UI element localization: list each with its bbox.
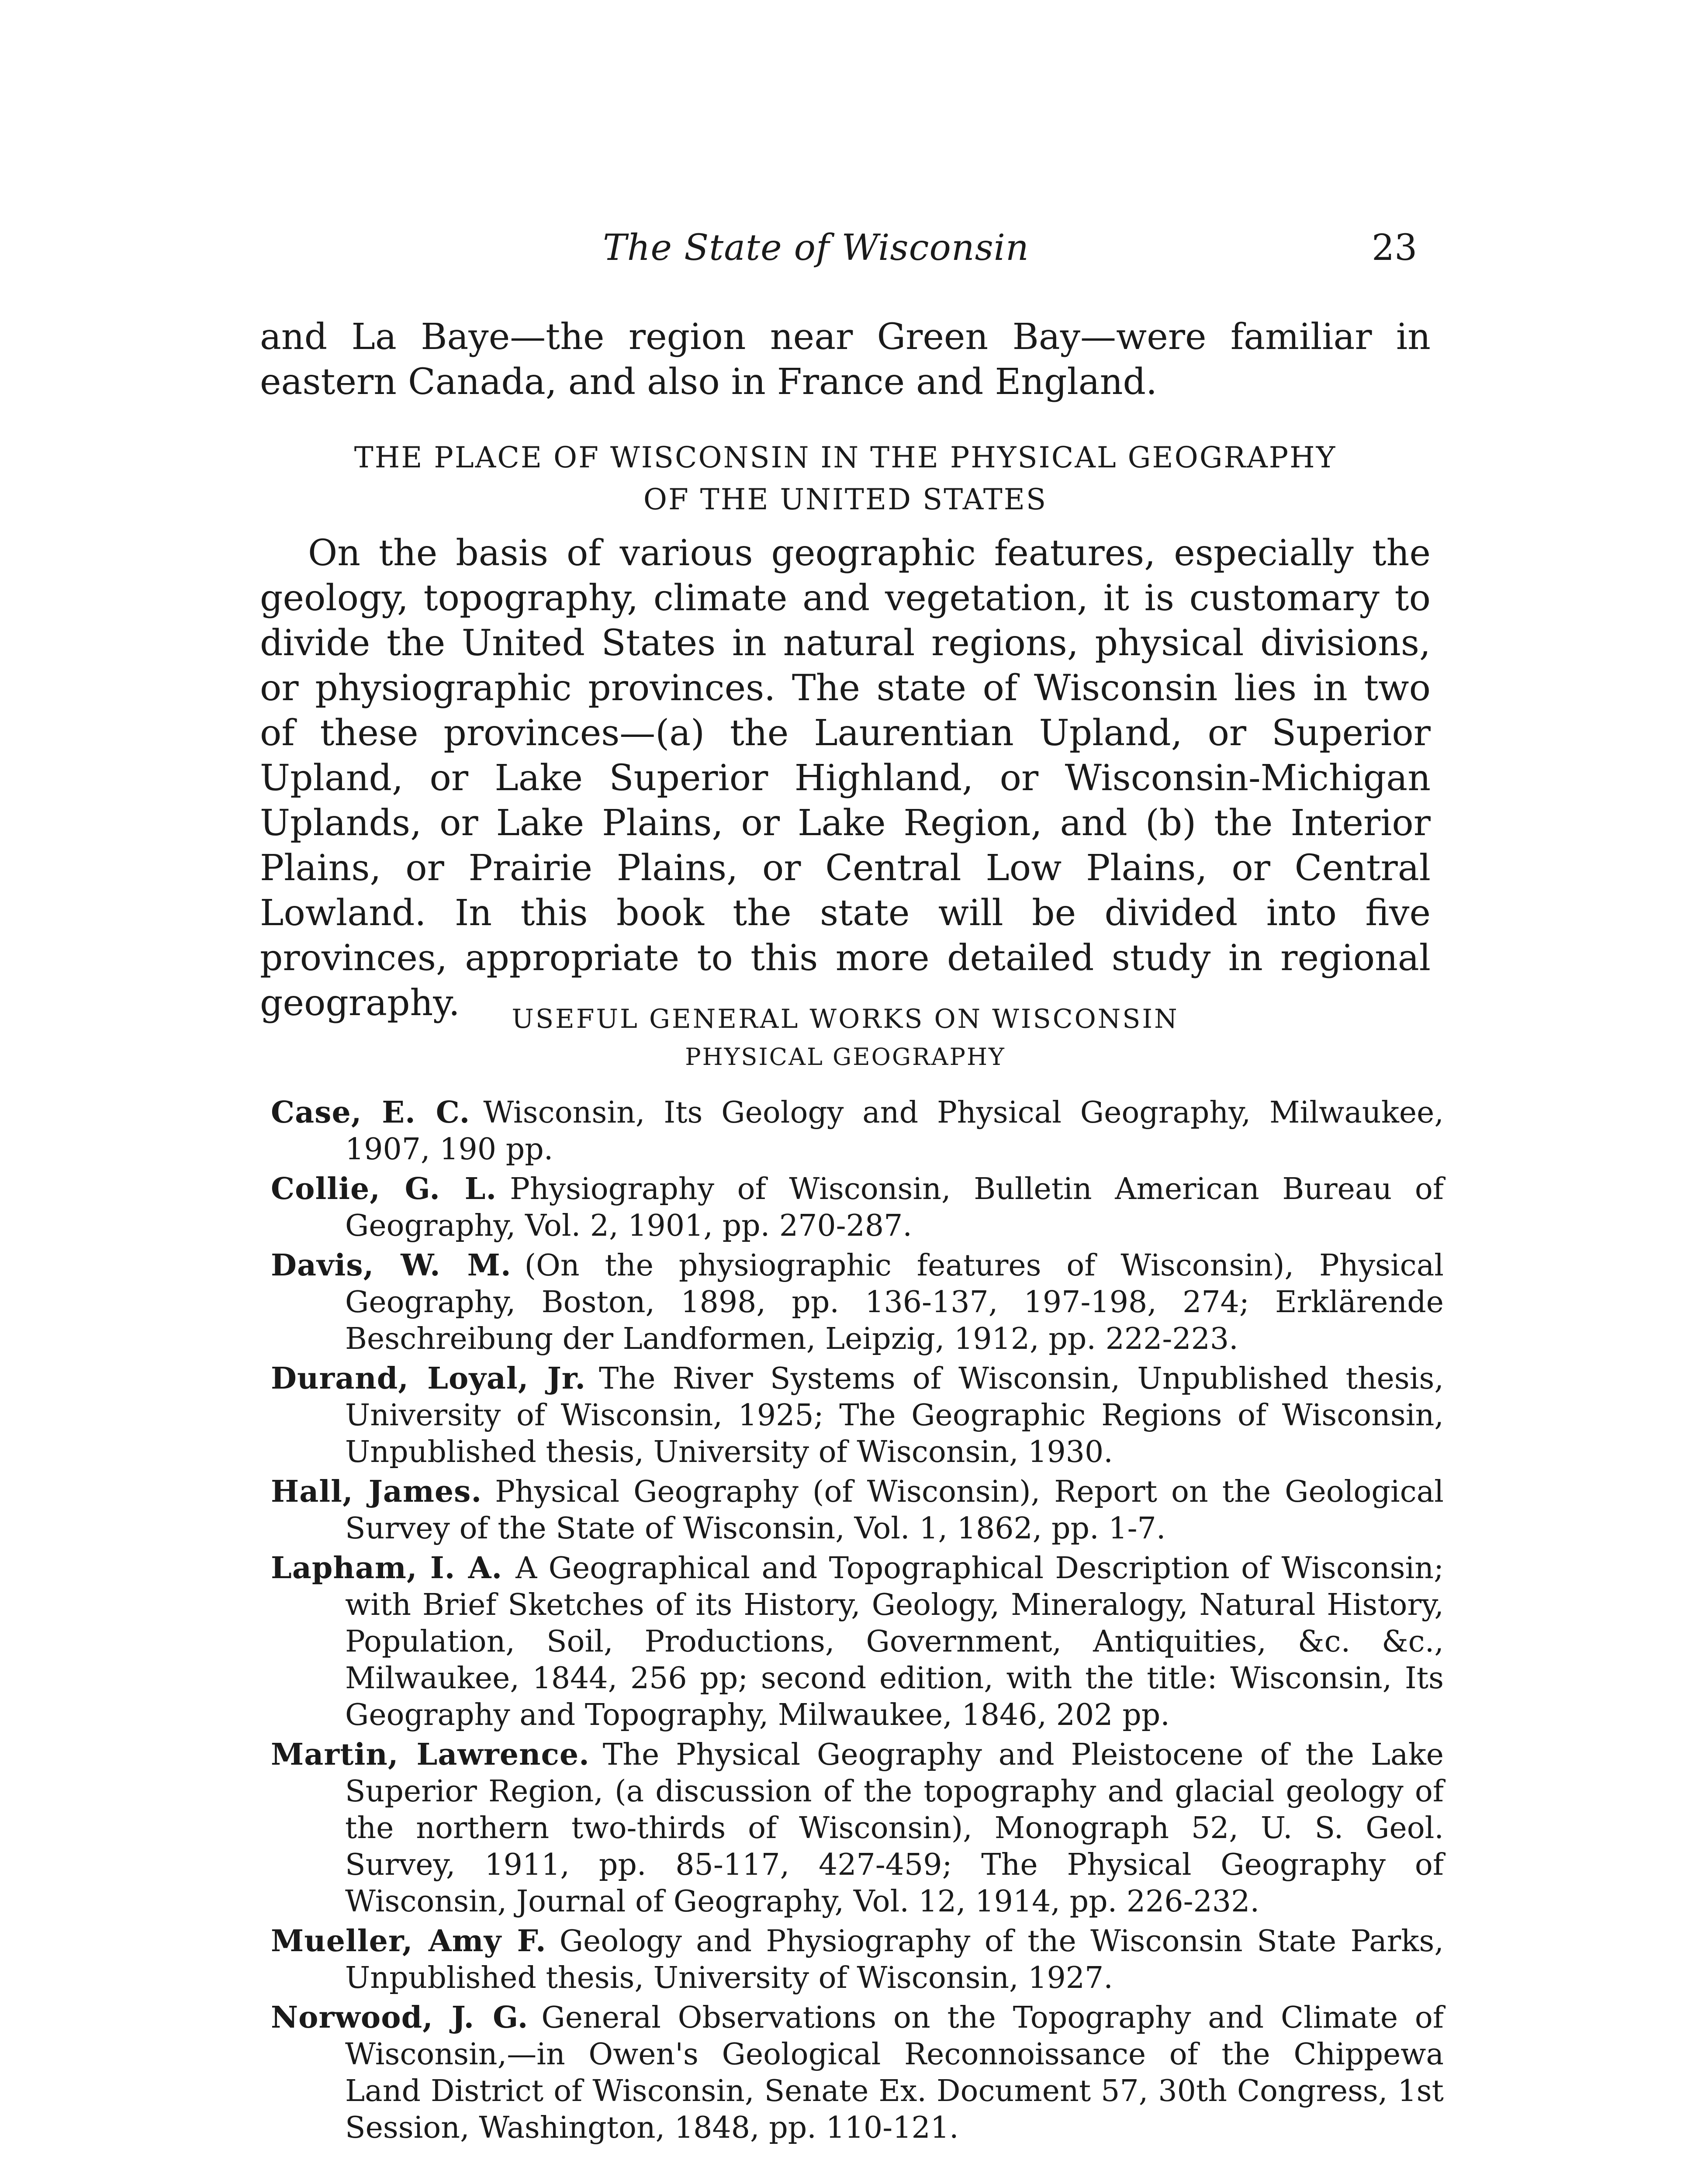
bibliography-entry [271,1999,1444,2146]
entry-author: Hall, James. [271,1474,482,1509]
entry-text: Wisconsin, Its Geology and Physical Geography, Milwaukee, 1907, 190 pp. [345,1095,1444,1167]
bibliography-entry [271,1550,1444,1734]
bibliography-entry [271,1923,1444,1997]
continuation-paragraph: and La Baye—the region near Green Bay—were familiar in eastern Canada, and also in France and England. [260,316,1431,403]
entry-text: General Observations on the Topography and Climate of Wisconsin,—in Owen's Geological Reconnoissance of the Chippewa Land District of Wisconsin, Senate Ex. Document 57, 30th Congress, 1st Session, Washington, 1848, pp. 110-121. [345,2001,1444,2145]
entry-author: Durand, Loyal, Jr. [271,1361,586,1396]
entry-text: A Geographical and Topographical Description of Wisconsin; with Brief Sketches of its History, Geology, Mineralogy, Natural History, Population, Soil, Productions, Government, Antiquities, &c. &c., Milwaukee, 1844, 256 pp; second edition, with the title: Wisconsin, Its Geography and Topography, Milwaukee, 1846, 202 pp. [345,1551,1444,1732]
running-title: The State of Wisconsin [603,227,1029,269]
entry-text: Physiography of Wisconsin, Bulletin American Bureau of Geography, Vol. 2, 1901, pp. 270-287. [345,1172,1444,1243]
section-heading-line-1: THE PLACE OF WISCONSIN IN THE PHYSICAL GEOGRAPHY [354,441,1337,474]
entry-author: Lapham, I. A. [271,1551,503,1586]
entry-author: Mueller, Amy F. [271,1924,546,1959]
main-paragraph: On the basis of various geographic features, especially the geology, topography, climate and vegetation, it is customary to divide the United States in natural regions, physical divisions, or physiographic provinces. The state of Wisconsin lies in two of these provinces—(a) the Laurentian Upland, or Superior Upland, or Lake Superior Highland, or Wisconsin-Michigan Uplands, or Lake Plains, or Lake Region, and (b) the Interior Plains, or Prairie Plains, or Central Low Plains, or Central Lowland. In this book the state will be divided into five provinces, appropriate to this more detailed study in regional geography. [260,532,1431,1024]
entry-text: Geology and Physiography of the Wisconsin State Parks, Unpublished thesis, University of Wisconsin, 1927. [345,1924,1444,1995]
entry-text: The River Systems of Wisconsin, Unpublished thesis, University of Wisconsin, 1925; The Geographic Regions of Wisconsin, Unpublished thesis, University of Wisconsin, 1930. [345,1362,1444,1469]
bibliography-entry [271,1736,1444,1920]
bibliography-entry [271,1171,1444,1244]
entry-author: Norwood, J. G. [271,2000,529,2035]
entry-author: Collie, G. L. [271,1171,497,1206]
bibliography-entry [271,1360,1444,1471]
entry-text: (On the physiographic features of Wisconsin), Physical Geography, Boston, 1898, pp. 136-137, 197-198, 274; Erklärende Beschreibung der Landformen, Leipzig, 1912, pp. 222-223. [345,1248,1444,1356]
entry-author: Martin, Lawrence. [271,1737,590,1772]
entry-author: Davis, W. M. [271,1248,512,1283]
bibliography-entry [271,1094,1444,1168]
section-heading [260,437,1431,521]
entry-text: Physical Geography (of Wisconsin), Report on the Geological Survey of the State of Wisconsin, Vol. 1, 1862, pp. 1-7. [345,1475,1444,1546]
entry-text: The Physical Geography and Pleistocene of the Lake Superior Region, (a discussion of the topography and glacial geology of the northern two-thirds of Wisconsin), Monograph 52, U. S. Geol. Survey, 1911, pp. 85-117, 427-459; The Physical Geography of Wisconsin, Journal of Geography, Vol. 12, 1914, pp. 226-232. [345,1738,1444,1919]
entry-author: Case, E. C. [271,1095,470,1130]
bibliography-list [271,1094,1444,2149]
works-heading: USEFUL GENERAL WORKS ON WISCONSIN [512,1004,1179,1034]
bibliography-entry [271,1473,1444,1547]
bibliography-entry [271,1247,1444,1358]
section-heading-line-2: OF THE UNITED STATES [643,483,1048,516]
works-subheading: PHYSICAL GEOGRAPHY [685,1043,1006,1071]
page-number: 23 [1372,227,1418,269]
